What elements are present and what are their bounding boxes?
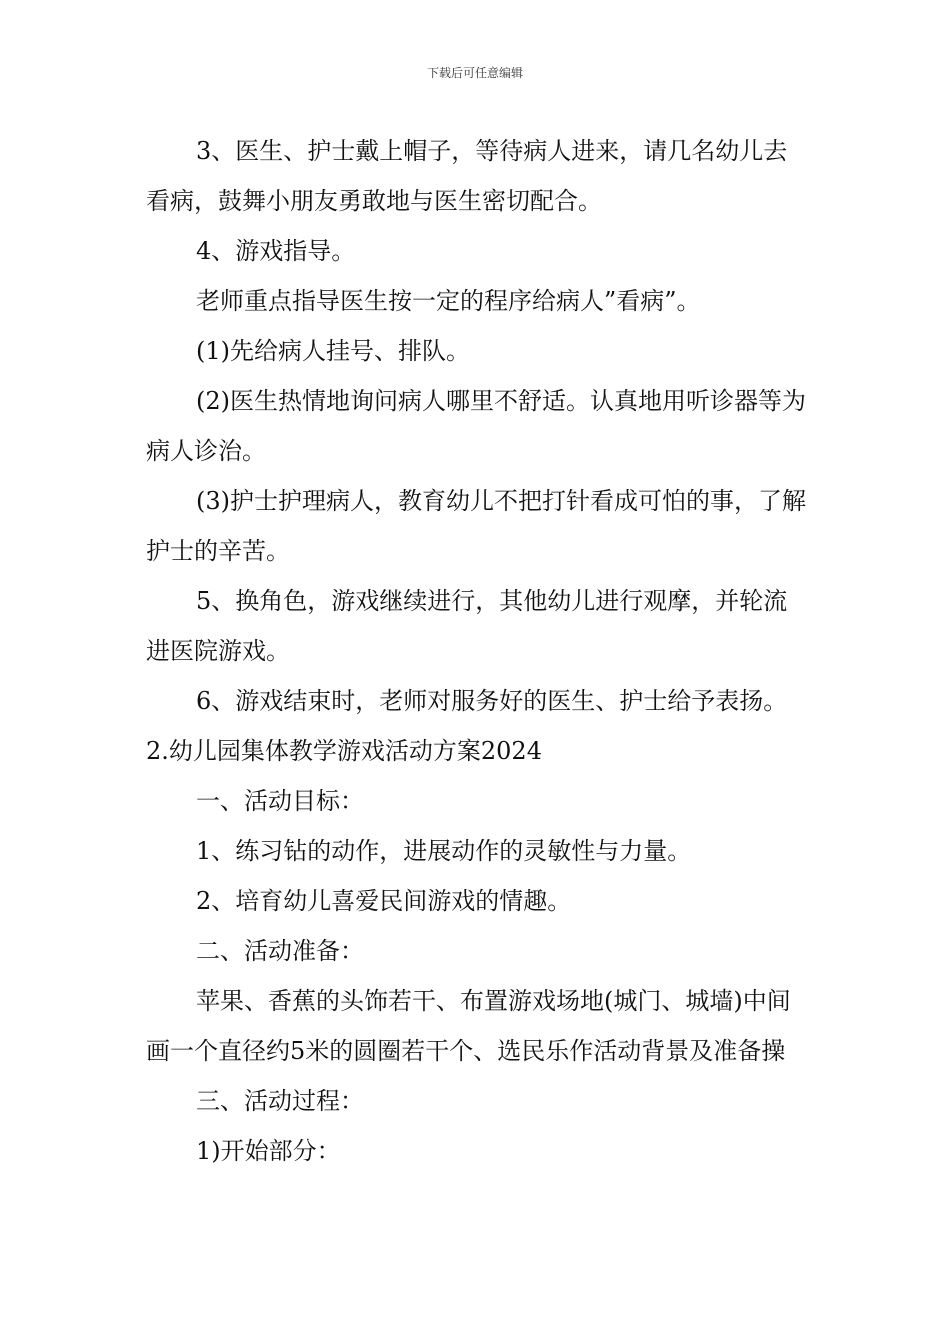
paragraph-sub-1: (1)先给病人挂号、排队。 (196, 337, 470, 365)
process-start: 1)开始部分： (196, 1137, 341, 1165)
preparation-text: 苹果、香蕉的头饰若干、布置游戏场地(城门、城墙)中间画一个直径约5米的圆圈若干个、选民乐作活动背景及准备操 (146, 987, 791, 1065)
paragraph-step-6: 6、游戏结束时，老师对服务好的医生、护士给予表扬。 (196, 687, 788, 715)
paragraph-guidance: 老师重点指导医生按一定的程序给病人”看病”。 (196, 287, 701, 315)
paragraph-step-3: 3、医生、护士戴上帽子，等待病人进来，请几名幼儿去看病，鼓舞小朋友勇敢地与医生密切配合。 (146, 137, 788, 215)
heading-objectives: 一、活动目标： (196, 787, 364, 815)
page-header: 下载后可任意编辑 (426, 66, 523, 80)
heading-process: 三、活动过程： (196, 1087, 364, 1115)
paragraph-step-5: 5、换角色，游戏继续进行，其他幼儿进行观摩，并轮流进医院游戏。 (146, 587, 788, 665)
paragraph-sub-2: (2)医生热情地询问病人哪里不舒适。认真地用听诊器等为病人诊治。 (146, 387, 806, 465)
objective-1: 1、练习钻的动作，进展动作的灵敏性与力量。 (196, 837, 692, 865)
document-body (146, 126, 810, 1176)
heading-preparation: 二、活动准备： (196, 937, 364, 965)
section-title: 2.幼儿园集体教学游戏活动方案2024 (146, 737, 542, 765)
paragraph-sub-3: (3)护士护理病人，教育幼儿不把打针看成可怕的事，了解护士的辛苦。 (146, 487, 806, 565)
paragraph-step-4: 4、游戏指导。 (196, 237, 356, 265)
objective-2: 2、培育幼儿喜爱民间游戏的情趣。 (196, 887, 572, 915)
